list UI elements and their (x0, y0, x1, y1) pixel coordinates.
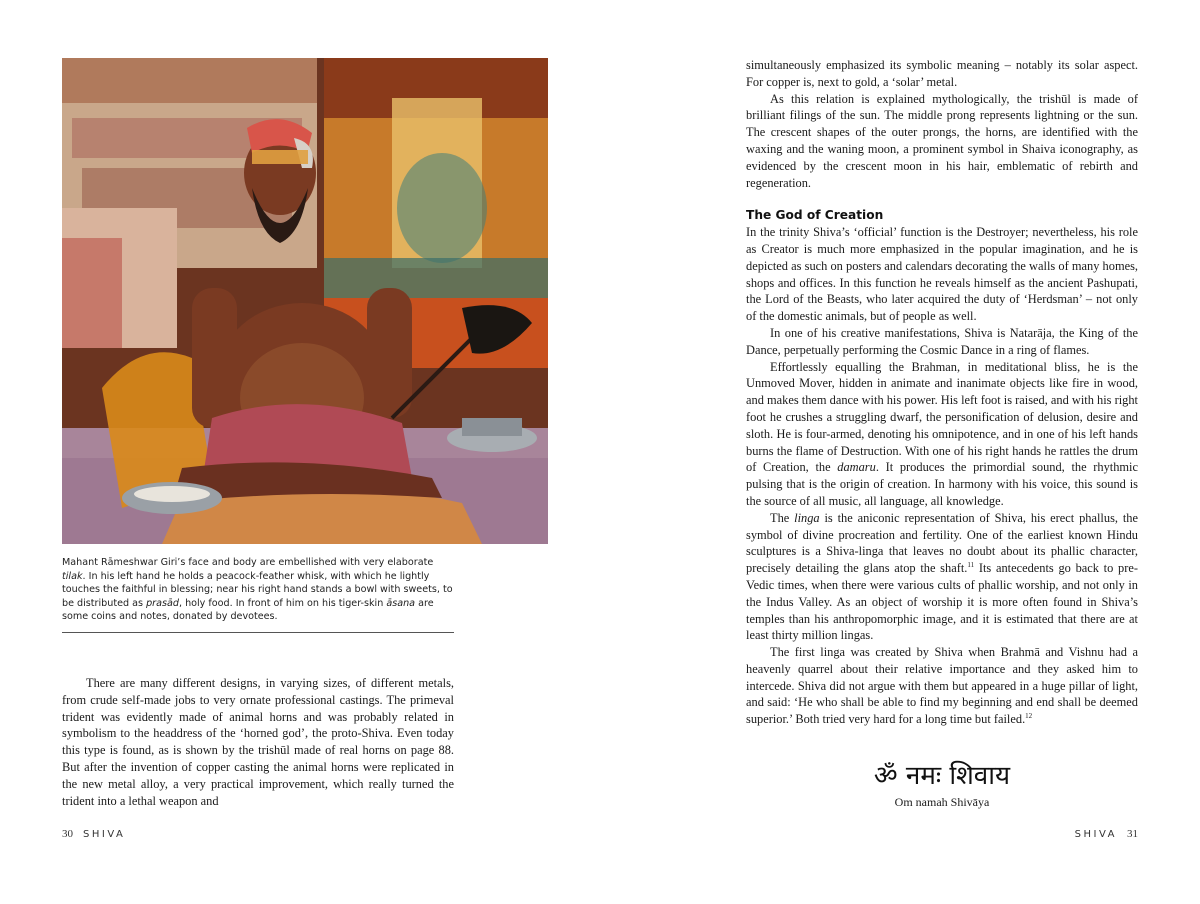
text-run: is the aniconic representation of Shiva, his erect phallus, the symbol of divine procreation and fertility. One of the earliest known Hindu sculptures is a Shiva-linga that leaves no doubt about its phallic character, precisely detailing the glans atop the shaft. (746, 510, 1138, 576)
tilak (252, 150, 308, 164)
paragraph-first-linga (746, 644, 1138, 728)
text-run: Its antecedents go back to pre-Vedic times, when there were various cults of phallic worship, and not only in the Indus Valley. As an object of worship it is more often found in Shiva’s temples than his anthropomorphic image, and it is estimated that there are at least thirty million lingas. (746, 561, 1138, 643)
paragraph-linga (746, 510, 1138, 644)
left-arm (367, 288, 412, 418)
photo-illustration (62, 58, 548, 544)
left-page-body (62, 675, 454, 809)
running-head: SHIVA (83, 829, 126, 840)
right-page-body (746, 57, 1138, 728)
caption-term-asana: āsana (386, 597, 416, 609)
term-linga: linga (794, 510, 820, 525)
footnote-marker: 12 (1025, 712, 1033, 721)
photo-caption (62, 556, 454, 624)
sadhu-photograph (62, 58, 548, 544)
caption-text: Mahant Rāmeshwar Giri’s face and body are embellished with very elaborate (62, 557, 434, 568)
text-run: The first linga was created by Shiva when Brahmā and Vishnu had a heavenly quarrel about their relative importance and they asked him to intercede. Shiva did not argue with them but appeared in a huge pillar of light, and said: ‘He who shall be able to find my beginning and end shall be deemed superior.’ Both tried very hard for a long time but failed. (746, 645, 1138, 727)
paragraph-creator: In the trinity Shiva’s ‘official’ function is the Destroyer; nevertheless, his role as Creator is much more emphasized in the popular imagination, and he is depicted as such on posters and calendars decorating the walls of many homes, shops and offices. In this function he reveals himself as the ancient Pashupati, the Lord of the Beasts, who later acquired the duty of ‘Herdsman’ – not only of the domestic animals, but of people as well. (746, 225, 1138, 324)
text-run: Effortlessly equalling the Brahman, in meditational bliss, he is the Unmoved Mover, hidden in animate and inanimate objects like fire in wood, and makes them dance with his power. His left foot is raised, and with his right foot he crushes a struggling dwarf, the personification of delusion, desire and sloth. He is four-armed, denoting his omnipotence, and in one of his left hands burns the flame of Destruction. With one of his right hands he rattles the drum of Creation, the (746, 359, 1138, 475)
page-number: 31 (1127, 828, 1138, 840)
left-body-paragraph: There are many different designs, in varying sizes, of different metals, from crude self-made jobs to very ornate professional castings. The primeval trident was evidently made of animal horns and was probably related in symbolism to the headdress of the ‘horned god’, the proto-Shiva. Even today this type is found, as is shown by the trishūl made of real horns on page 88. But after the invention of copper casting the animal horns were replicated in the new metal alloy, a very practical improvement, which really turned the trident into a lethal weapon and (62, 676, 454, 808)
right-folio (1065, 828, 1138, 840)
mantra-devanagari: ॐ नमः शिवाय (873, 761, 1011, 791)
left-folio (62, 828, 135, 840)
paragraph-cosmic-dance (746, 359, 1138, 510)
caption-text: . In his left hand he holds a peacock-feather whisk, with which he lightly touches the faithful in blessing; near his right hand stands a bowl with sweets, to be distributed as (62, 570, 453, 609)
caption-text: , holy food. In front of him on his tiger-skin (178, 597, 387, 609)
running-head: SHIVA (1074, 829, 1117, 840)
caption-term-prasad: prasād (146, 597, 179, 609)
page-number: 30 (62, 828, 73, 840)
term-damaru: damaru (837, 460, 876, 475)
right-arm (192, 288, 237, 428)
paragraph-solar-aspect: simultaneously emphasized its symbolic meaning – notably its solar aspect. For copper is, next to gold, a ‘solar’ metal. (746, 58, 1138, 89)
paragraph-trishul-myth: As this relation is explained mythologically, the trishūl is made of brilliant filings of the sun. The middle prong represents lightning or the sun. The crescent shapes of the outer prongs, the horns, are identified with the waxing and the waning moon, a prominent symbol in Shaiva iconography, as evidenced by the crescent moon in his hair, emblematic of rebirth and regeneration. (746, 91, 1138, 190)
text-run: The (770, 510, 795, 525)
text-run: . It produces the primordial sound, the rhythmic pulsing that is the origin of creation. In harmony with his voice, this sound is the source of all music, all language, all knowledge. (746, 460, 1138, 508)
caption-divider (62, 632, 454, 633)
mantra-block (746, 760, 1138, 810)
section-heading: The God of Creation (746, 208, 884, 223)
caption-term-tilak: tilak (62, 570, 83, 582)
paragraph-nataraja: In one of his creative manifestations, Shiva is Natarāja, the King of the Dance, perpetually performing the Cosmic Dance in a ring of flames. (746, 325, 1138, 357)
mantra-transliteration: Om namah Shivāya (894, 795, 990, 809)
caption-text: are some coins and notes, donated by devotees. (62, 597, 434, 623)
footnote-marker: 11 (967, 561, 975, 570)
